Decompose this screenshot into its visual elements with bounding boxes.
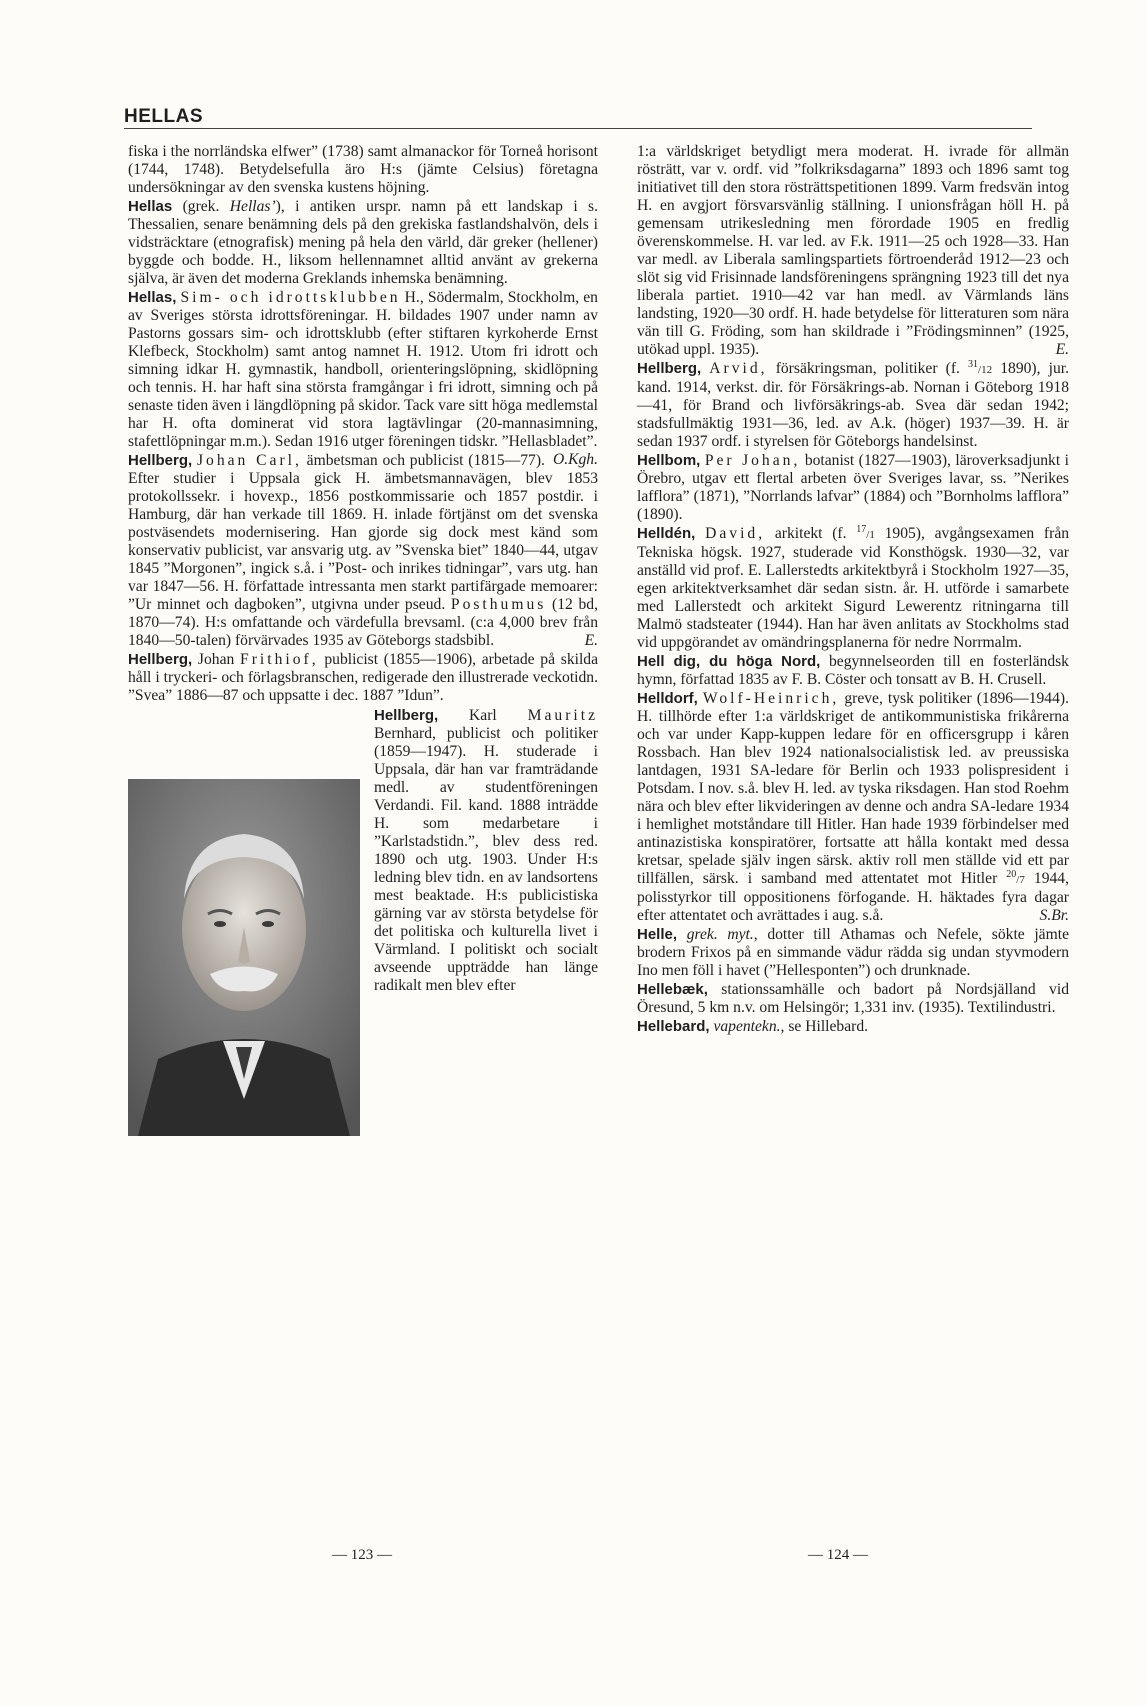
headword: Hellas	[128, 198, 173, 215]
headword: Hellbom,	[637, 452, 701, 469]
entry-helle: Helle, grek. myt., dotter till Athamas och Nefele, sökte jämte brodern Frixos på en simmande vädur rädda sig undan styvmodern Ino men föll i havet (”Hellesponten”) och drunknade.	[637, 926, 1069, 979]
entry-hellberg-johan-carl: Hellberg, Johan Carl, ämbetsman och publicist (1815—77). Efter studier i Uppsala gick H. ämbetsmannavägen, blev 1853 protokollssekr. i hovexp., 1856 postkommissarie och 1857 postdir. i Hamburg, där han verkade till 1869. H. inlade förtjänst om det svenska postväsendets modernisering. Han gjorde sig dock mest känd som konservativ publicist, var ansvarig utg. av ”Svenska biet” 1840—44, utgav 1845 ”Morgonen”, ingick s.å. i ”Post- och inrikes tidningar”, vars utg. han var 1847—56. H. författade intressanta men starkt partifärgade memoarer: ”Ur minnet och dagboken”, utgivna under pseud. Posthumus (12 bd, 1870—74). H:s omfattande och värdefulla brevsaml. (c:a 4,000 brev från 1840—50-talen) förvärvades 1935 av Göteborgs stadsbibl. E.	[128, 452, 598, 649]
portrait-photo	[128, 779, 360, 1136]
page-number-left: — 123 —	[332, 1547, 392, 1563]
author-signature: E.	[584, 632, 598, 649]
author-signature: E.	[1055, 341, 1069, 358]
entry-continuation: 1:a världskriget betydligt mera moderat. H. ivrade för allmän rösträtt, var v. ordf. vid ”folkriksdagarna” 1893 och 1896 samt tog initiativet till den stora rösträttspetitionen 1899. Varm fredsvän intog H. en avgjort försvarsvänlig ställning. I unionsfrågan höll H. på gemensam utrikesledning men förordade 1905 en fredlig överenskommelse. H. var led. av F.k. 1911—25 och 1928—33. Han var medl. av Liberala samlingspartiets förtroenderåd 1912—23 och slöt sig vid Frisinnade landsföreningens sprängning 1923 till det nya liberala partiet. 1910—42 var han medl. av Värmlands läns landsting, 1920—30 ordf. H. hade betydelse för litteraturen som nära vän till G. Fröding, som han skildrade i ”Frödingsminnen” (1925, utökad uppl. 1935). E.	[637, 143, 1069, 358]
entry-helldorf: Helldorf, Wolf-Heinrich, greve, tysk politiker (1896—1944). H. tillhörde efter 1:a världskriget de antikommunistiska frikårerna och var under Kapp-kuppen ledare för en officersgrupp i kåren Rossbach. Han blev 1924 nationalsocialistisk led. av preussiska lantdagen, 1931 SA-ledare för Berlin och 1933 polispresident i Potsdam. I nov. s.å. blev H. led. av tyska riksdagen. Han stod Roehm nära och blev efter likvideringen av denne och andra SA-ledare 1934 i hemlighet motståndare till Hitler. Han hade 1939 förbindelser med antinazistiska konspiratörer, fortsatte att hålla kontakt med dessa kretsar, spelade själv ingen särsk. aktiv roll men ställde vid ett par tillfällen, särsk. i samband med attentatet mot Hitler $^{20}$/7 1944, polisstyrkor till oppositionens förfogande. H. häktades fyra dagar efter attentatet och avrättades i aug. s.å. S.Br.	[637, 690, 1069, 924]
right-column	[637, 143, 1069, 1036]
entry-hellberg-mauritz: Hellberg, Karl Mauritz Bernhard, publicist och politiker (1859—1947). H. studerade i Uppsala, där han var framträdande medl. av studentföreningen Verdandi. Fil. kand. 1888 inträdde H. som medarbetare i ”Karlstadstidn.”, blev dess red. 1890 och utg. 1903. Under H:s ledning blev tidn. en av landsortens mest beaktade. H:s publicistiska gärning var av största betydelse för det politiska och kulturella livet i Värmland. I politiskt och socialt avseende uppträdde han länge radikalt men blev efter	[128, 707, 598, 995]
headword: Hellberg,	[128, 651, 193, 668]
headword: Hellberg,	[374, 707, 439, 724]
author-signature: S.Br.	[1039, 907, 1069, 924]
headword: Hellberg,	[128, 452, 193, 469]
headword: Hellberg,	[637, 360, 702, 377]
author-signature: O.Kgh.	[552, 451, 598, 468]
entry-hellebaek: Hellebæk, stationssamhälle och badort på Nordsjälland vid Öresund, 5 km n.v. om Helsingör; 1,331 inv. (1935). Textilindustri.	[637, 981, 1069, 1016]
headword: Helldorf,	[637, 690, 698, 707]
left-column	[128, 143, 598, 1140]
header-rule	[124, 128, 1032, 129]
entry-continuation: fiska i the norrländska elfwer” (1738) samt almanackor för Torneå horisont (1744, 1748). Betydelsefulla äro H:s (jämte Celsius) företagna undersökningar av den svenska kustens höjning.	[128, 143, 598, 196]
headword: Hell dig, du höga Nord,	[637, 653, 821, 670]
entry-hellberg-frithiof: Hellberg, Johan Frithiof, publicist (1855—1906), arbetade på skilda håll i tryckeri- och förlagsbranschen, redigerade den illustrerade veckotidn. ”Svea” 1886—87 och uppsatte i dec. 1887 ”Idun”.	[128, 651, 598, 704]
entry-hellbom: Hellbom, Per Johan, botanist (1827—1903), läroverksadjunkt i Örebro, utgav ett flertal arbeten över Sveriges lavar, ss. ”Nerikes lafflora” (1871), ”Norrlands lafvar” (1884) och ”Bornholms lafflora” (1890).	[637, 452, 1069, 523]
headword: Helle,	[637, 926, 678, 943]
entry-hellebard: Hellebard, vapentekn., se Hillebard.	[637, 1018, 869, 1035]
headword: Helldén,	[637, 525, 696, 542]
headword: Hellebard,	[637, 1018, 710, 1035]
entry-hellas-club: Hellas, Sim- och idrottsklubben H., Södermalm, Stockholm, en av Sveriges största idrottsföreningar. H. bildades 1907 under namn av Pastorns gossars sim- och idrottsklubb (efter stiftaren kyrkoherde Ernst Klefbeck, Stockholm) samt antog namnet H. 1912. Utom fri idrott och simning idkar H. gymnastik, handboll, orienteringslöpning, skidlöpning och tennis. H. har haft sina största framgångar i fri idrott, simning och på senaste tiden även i längdlöpning på skidor. Tack vare sitt höga medlemstal har H. ofta dominerat vid stora lagtävlingar (20-mannasimning, stafettlöpningar m.m.). Sedan 1916 utger föreningen tidskr. ”Hellasbladet”. O.Kgh.	[128, 289, 598, 468]
entry-hellberg-arvid: Hellberg, Arvid, försäkringsman, politiker (f. $^{31}$/12 1890), jur. kand. 1914, verkst. dir. för Försäkrings-ab. Nornan i Göteborg 1918—41, för Brand och livförsäkrings-ab. Svea där sedan 1942; stadsfullmäktig 1931—36, led. av A.k. (höger) 1937—39. H. är sedan 1937 ordf. i styrelsen för Göteborgs handelsinst.	[637, 358, 1069, 450]
entry-hellden: Helldén, David, arkitekt (f. $^{17}$/1 1905), avgångsexamen från Tekniska högsk. 1927, studerade vid Konsthögsk. 1930—32, var anställd vid prof. E. Lallerstedts arkitektbyrå i Stockholm 1927—35, egen arkitektverksamhet där sedan sistn. år. H. utförde i samarbete med Lallerstedt och arkitekt Sigurd Lewerentz ritningarna till Malmö stadsteater (1944). Han har även anlitats av Stockholms stad vid uppgörandet av omändringsplanerna för nedre Norrmalm.	[637, 523, 1070, 651]
headword: Hellas,	[128, 289, 177, 306]
running-head: HELLAS	[124, 106, 203, 127]
entry-hellas: Hellas (grek. Hellas’), i antiken urspr. namn på ett landskap i s. Thessalien, senare benämning dels på den grekiska fastlandshalvön, dels i vidsträcktare (etnografisk) mening på hela den värld, där greker (hellener) byggde och bodde. H., liksom hellennamnet alltid använt av grekerna själva, är även det moderna Greklands inhemska benämning.	[128, 198, 598, 287]
entry-hell-dig: Hell dig, du höga Nord, begynnelseorden till en fosterländsk hymn, författad 1835 av F. B. Cöster och tonsatt av B. H. Crusell.	[637, 653, 1069, 688]
page-number-right: — 124 —	[808, 1547, 868, 1563]
headword: Hellebæk,	[637, 981, 708, 998]
portrait-image	[128, 779, 360, 1136]
